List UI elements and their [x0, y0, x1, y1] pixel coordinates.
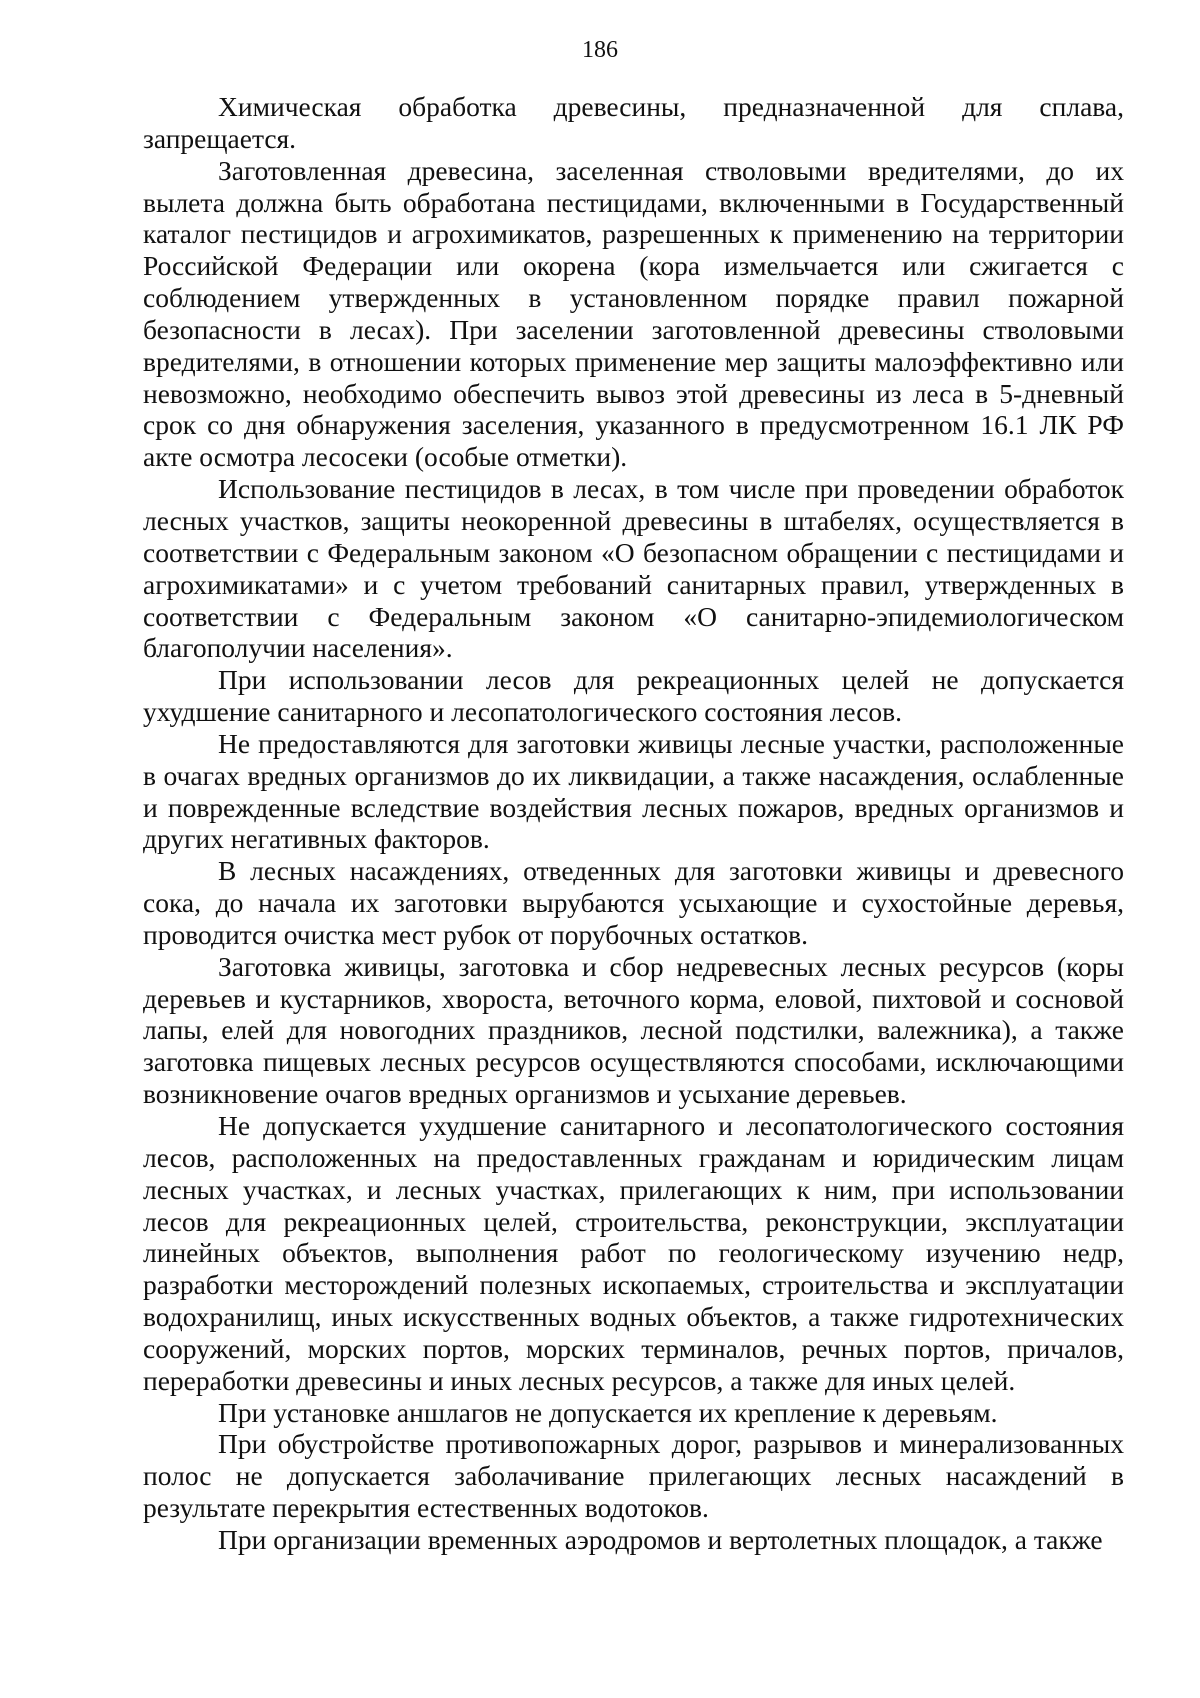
page-number: 186: [582, 37, 618, 63]
paragraph-pesticide-use: Использование пестицидов в лесах, в том числе при проведении обработок лесных участков, защиты неокоренной древесины в штабелях, осуществляется в соответствии с Федеральным законом «О безопасном обращении с пестицидами и агрохимикатами» и с учетом требований санитарных правил, утвержденных в соответствии с Федеральным законом «О санитарно-эпидемиологическом благополучии населения».: [143, 473, 1124, 664]
paragraph-chemical-treatment: Химическая обработка древесины, предназначенной для сплава, запрещается.: [143, 91, 1124, 154]
paragraph-resin-plots: Не предоставляются для заготовки живицы лесные участки, расположенные в очагах вредных организмов до их ликвидации, а также насаждения, ослабленные и поврежденные вследствие воздействия лесных пожаров, вредных организмов и других негативных факторов.: [143, 727, 1124, 855]
paragraph-signboards: При установке аншлагов не допускается их крепление к деревьям.: [218, 1396, 998, 1428]
paragraph-recreational-use: При использовании лесов для рекреационных целей не допускается ухудшение санитарного и лесопатологического состояния лесов.: [143, 664, 1124, 728]
document-body: [143, 91, 1124, 1556]
paragraph-resin-stands-cleanup: В лесных насаждениях, отведенных для заготовки живицы и древесного сока, до начала их заготовки вырубаются усыхающие и сухостойные деревья, проводится очистка мест рубок от порубочных остатков.: [143, 855, 1124, 950]
paragraph-non-timber-resources: Заготовка живицы, заготовка и сбор недревесных лесных ресурсов (коры деревьев и кустарников, хвороста, веточного корма, еловой, пихтовой и сосновой лапы, елей для новогодних праздников, лесной подстилки, валежника), а также заготовка пищевых лесных ресурсов осуществляются способами, исключающими возникновение очагов вредных организмов и усыхание деревьев.: [143, 950, 1124, 1110]
paragraph-airfields: При организации временных аэродромов и вертолетных площадок, а также: [218, 1523, 1103, 1555]
paragraph-forest-condition: Не допускается ухудшение санитарного и лесопатологического состояния лесов, расположенных на предоставленных гражданам и юридическим лицам лесных участках, и лесных участках, прилегающих к ним, при использовании лесов для рекреационных целей, строительства, реконструкции, эксплуатации линейных объектов, выполнения работ по геологическому изучению недр, разработки месторождений полезных ископаемых, строительства и эксплуатации водохранилищ, иных искусственных водных объектов, а также гидротехнических сооружений, морских портов, морских терминалов, речных портов, причалов, переработки древесины и иных лесных ресурсов, а также для иных целей.: [143, 1110, 1124, 1396]
paragraph-harvested-wood-pests: Заготовленная древесина, заселенная стволовыми вредителями, до их вылета должна быть обработана пестицидами, включенными в Государственный каталог пестицидов и агрохимикатов, разрешенных к применению на территории Российской Федерации или окорена (кора измельчается или сжигается с соблюдением утвержденных в установленном порядке правил пожарной безопасности в лесах). При заселении заготовленной древесины стволовыми вредителями, в отношении которых применение мер защиты малоэффективно или невозможно, необходимо обеспечить вывоз этой древесины из леса в 5-дневный срок со дня обнаружения заселения, указанного в предусмотренном 16.1 ЛК РФ акте осмотра лесосеки (особые отметки).: [143, 154, 1124, 473]
paragraph-fire-roads: При обустройстве противопожарных дорог, разрывов и минерализованных полос не допускается заболачивание прилегающих лесных насаждений в результате перекрытия естественных водотоков.: [143, 1428, 1124, 1524]
